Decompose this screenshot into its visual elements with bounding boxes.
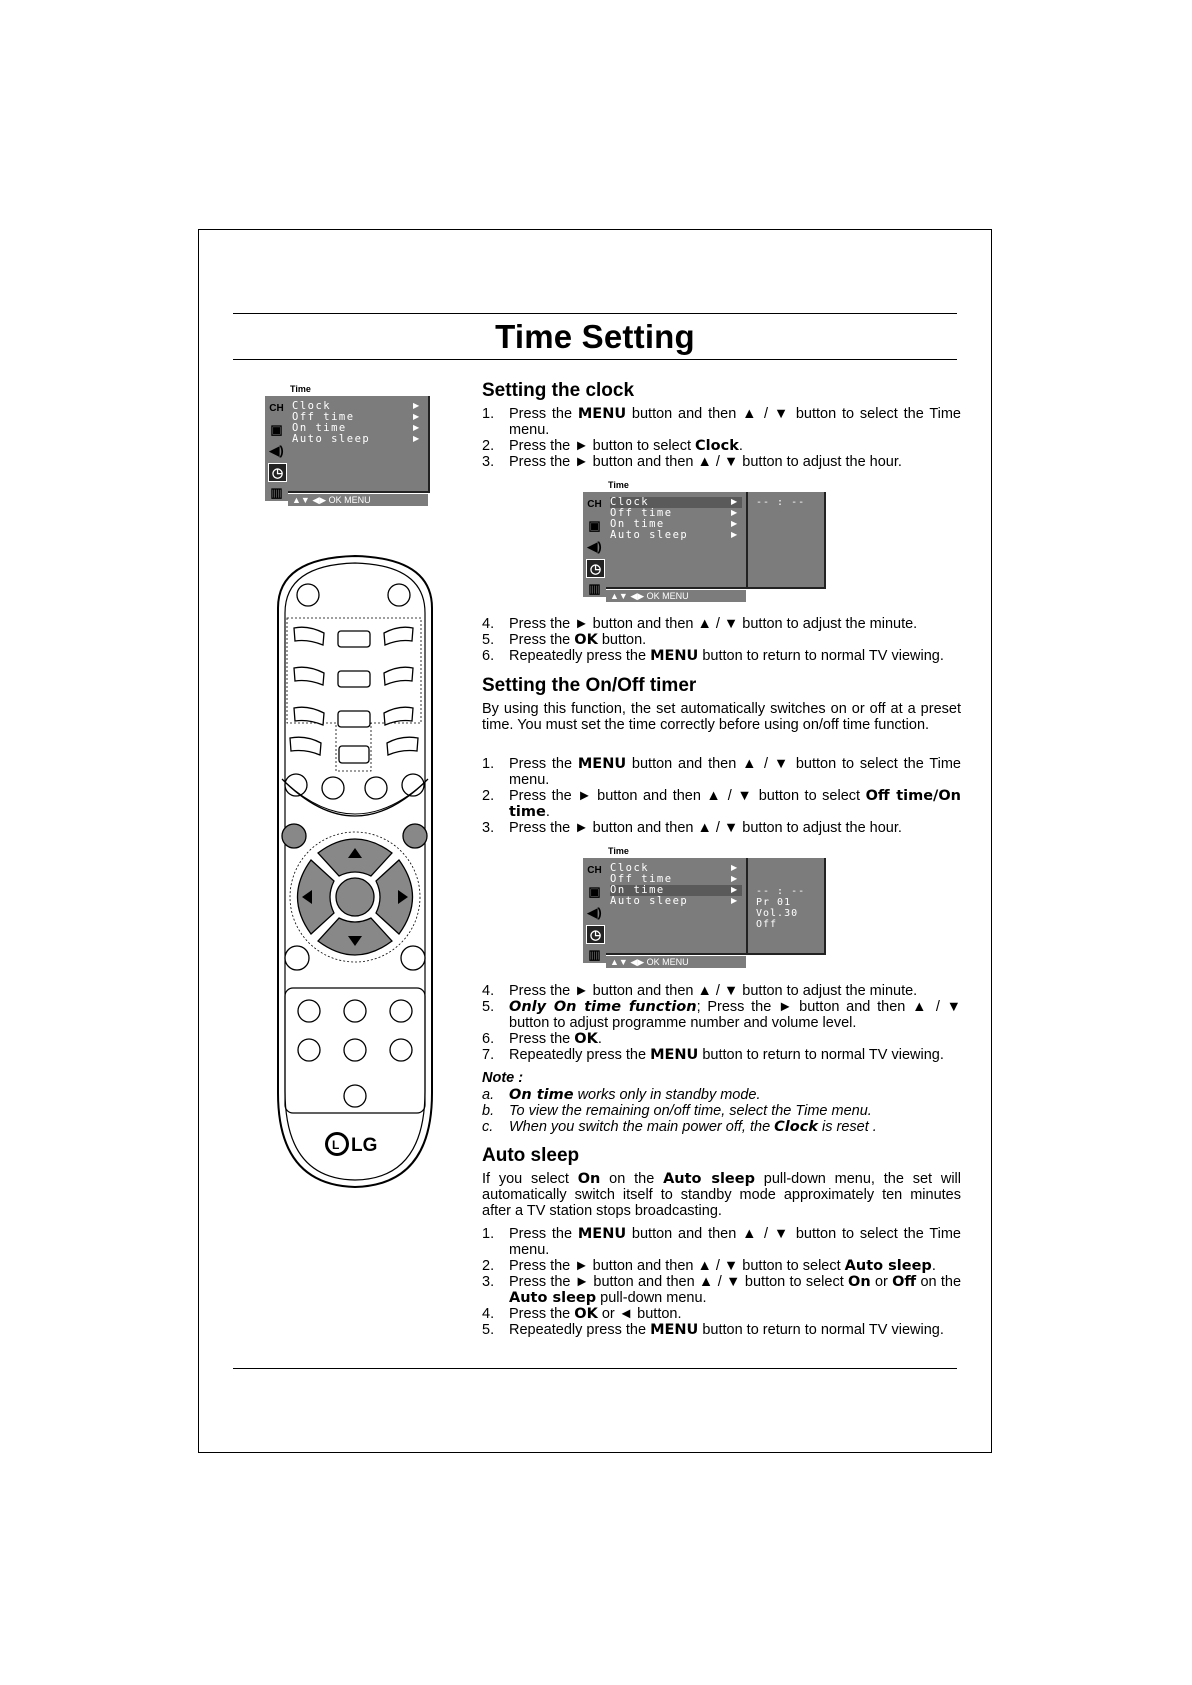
autosleep-intro: If you select On on the Auto sleep pull-down menu, the set will automatically switch itself to standby mode approximately ten minutes after a TV station stops broadcasting. xyxy=(482,1171,961,1220)
special-icon: ▥ xyxy=(588,947,601,962)
osd-nav-hint: ▲▼ ◀▶ OK MENU xyxy=(606,956,746,968)
list-item: 6. Press the OK. xyxy=(482,1031,602,1047)
chevron-right-icon: ▶ xyxy=(731,874,738,883)
list-item: 5. Only On time function; Press the ► button and then ▲ / ▼ button to adjust programme number and volume level. xyxy=(482,999,961,1032)
list-item: 3. Press the ► button and then ▲ / ▼ button to select On or Off on the Auto sleep pull-down menu. xyxy=(482,1274,962,1307)
list-item: 1. Press the MENU button and then ▲ / ▼ button to select the Time menu. xyxy=(482,756,961,789)
osd-menu-item: Clock xyxy=(610,497,742,508)
osd-menu-item: On time xyxy=(610,885,742,896)
picture-icon: ▣ xyxy=(270,422,283,437)
osd-nav-hint: ▲▼ ◀▶ OK MENU xyxy=(606,590,746,602)
list-item: 1. Press the MENU button and then ▲ / ▼ button to select the Time menu. xyxy=(482,1226,961,1259)
osd-menu-item: Off time xyxy=(610,873,673,885)
svg-text:L: L xyxy=(332,1138,340,1152)
osd-menu-item: Auto sleep xyxy=(610,895,689,907)
list-item: 1. Press the MENU button and then ▲ / ▼ button to select the Time menu. xyxy=(482,406,961,439)
list-item: 2. Press the ► button and then ▲ / ▼ button to select Off time/On time. xyxy=(482,788,961,821)
timer-intro: By using this function, the set automatically switches on or off at a preset time. You must set the time correctly before using on/off time function. xyxy=(482,701,961,734)
osd-title: Time xyxy=(608,846,629,856)
chevron-right-icon: ▶ xyxy=(731,497,738,506)
power-button xyxy=(297,584,319,606)
chevron-right-icon: ▶ xyxy=(731,863,738,872)
osd-menu-item: On time xyxy=(610,518,665,530)
list-item: 4. Press the ► button and then ▲ / ▼ button to adjust the minute. xyxy=(482,616,918,632)
time-icon: ◷ xyxy=(586,925,605,944)
osd-title: Time xyxy=(608,480,629,490)
chevron-right-icon: ▶ xyxy=(731,519,738,528)
title-rule-top xyxy=(233,313,957,314)
list-item: 5. Press the OK button. xyxy=(482,632,647,648)
chevron-right-icon: ▶ xyxy=(413,401,420,410)
list-item: 2. Press the ► button to select Clock. xyxy=(482,438,743,454)
title-rule-bottom xyxy=(233,359,957,360)
osd-menu-item: Off time xyxy=(610,507,673,519)
time-icon: ◷ xyxy=(268,463,287,482)
osd-submenu-value: -- : -- xyxy=(756,497,806,508)
autosleep-heading: Auto sleep xyxy=(482,1145,580,1166)
page-title: Time Setting xyxy=(495,318,695,355)
osd-menu-item: Off time xyxy=(292,411,355,423)
footer-rule xyxy=(233,1368,957,1369)
remote-control-illustration xyxy=(268,553,442,1190)
chevron-right-icon: ▶ xyxy=(413,412,420,421)
list-item: 6. Repeatedly press the MENU button to return to normal TV viewing. xyxy=(482,648,944,664)
remote-brand-logo: LG xyxy=(351,1135,378,1156)
chevron-right-icon: ▶ xyxy=(731,885,738,894)
timer-heading: Setting the On/Off timer xyxy=(482,675,697,696)
osd-menu-item: On time xyxy=(292,422,347,434)
sound-icon: ◀) xyxy=(269,443,284,458)
picture-icon: ▣ xyxy=(588,518,601,533)
channel-icon: CH xyxy=(269,403,284,414)
note-item: a. On time works only in standby mode. xyxy=(482,1087,761,1103)
input-button xyxy=(388,584,410,606)
osd-submenu-value: -- : -- xyxy=(756,886,806,897)
note-item: b. To view the remaining on/off time, select the Time menu. xyxy=(482,1103,872,1119)
list-item: 3. Press the ► button and then ▲ / ▼ button to adjust the hour. xyxy=(482,820,902,836)
sound-icon: ◀) xyxy=(587,905,602,920)
channel-icon: CH xyxy=(587,499,602,510)
chevron-right-icon: ▶ xyxy=(731,896,738,905)
osd-menu-item: Clock xyxy=(292,400,332,412)
list-item: 7. Repeatedly press the MENU button to return to normal TV viewing. xyxy=(482,1047,944,1063)
sound-icon: ◀) xyxy=(587,539,602,554)
osd-submenu-value: Vol.30 xyxy=(756,908,799,919)
chevron-right-icon: ▶ xyxy=(413,423,420,432)
note-heading: Note : xyxy=(482,1070,524,1086)
list-item: 2. Press the ► button and then ▲ / ▼ button to select Auto sleep. xyxy=(482,1258,936,1274)
osd-menu-item: Auto sleep xyxy=(610,529,689,541)
special-icon: ▥ xyxy=(588,581,601,596)
chevron-right-icon: ▶ xyxy=(731,508,738,517)
clock-heading: Setting the clock xyxy=(482,380,635,401)
time-icon: ◷ xyxy=(586,559,605,578)
list-item: 4. Press the ► button and then ▲ / ▼ button to adjust the minute. xyxy=(482,983,918,999)
osd-submenu-value: Pr 01 xyxy=(756,897,792,908)
special-icon: ▥ xyxy=(270,485,283,500)
list-item: 4. Press the OK or ◄ button. xyxy=(482,1306,682,1322)
list-item: 3. Press the ► button and then ▲ / ▼ button to adjust the hour. xyxy=(482,454,902,470)
osd-title: Time xyxy=(290,384,311,394)
channel-icon: CH xyxy=(587,865,602,876)
osd-submenu-value: Off xyxy=(756,919,778,930)
osd-menu-item: Clock xyxy=(610,862,650,874)
osd-nav-hint: ▲▼ ◀▶ OK MENU xyxy=(288,494,428,506)
osd-menu-item: Auto sleep xyxy=(292,433,371,445)
list-item: 5. Repeatedly press the MENU button to return to normal TV viewing. xyxy=(482,1322,944,1338)
picture-icon: ▣ xyxy=(588,884,601,899)
chevron-right-icon: ▶ xyxy=(731,530,738,539)
chevron-right-icon: ▶ xyxy=(413,434,420,443)
note-item: c. When you switch the main power off, the Clock is reset . xyxy=(482,1119,877,1135)
